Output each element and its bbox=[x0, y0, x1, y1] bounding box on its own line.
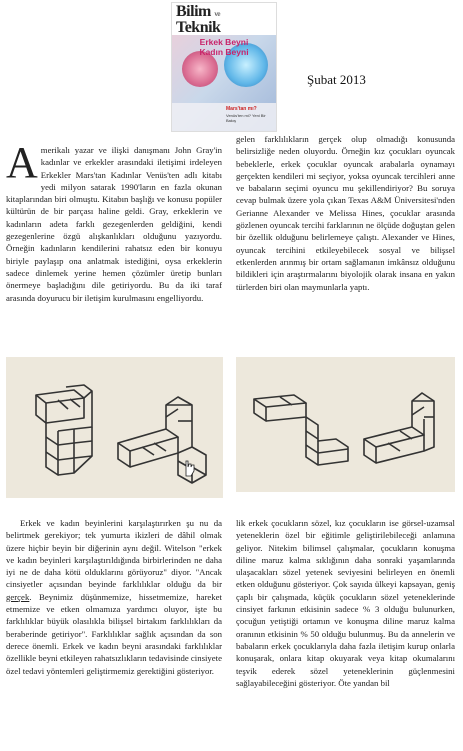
drop-cap: A bbox=[6, 138, 38, 187]
underlined-word: gerçek bbox=[6, 591, 30, 602]
mental-rotation-figure-right bbox=[236, 357, 455, 492]
cube-figures-left bbox=[6, 357, 223, 498]
column-2-text: gelen farklılıkların gerçek olup olmadığı konusunda belirsizliğe neden oluyordu. Örneğin kız çocukları oyuncak bebeklerle, erkek çocuklar oyuncak arabalarla oynamayı gerçekten kendileri mi seçiyor, yoksa oyuncak tercihleri anne ve babaların seçimi oyuncu mu şekillendiriyor? Bu soruya cevap bulmak üzere yola çıkan Texas A&M Üniversitesi'nden Gerianne Alexander ve Melissa Hines, çocuklar arasında gözlenen oyuncak tercihi farklarının ne ölçüde doğuştan gelen bir özellik olduğunu belirlemeye çalıştı. Alexander ve Hines, oyuncak tercihini etkileyebilecek sosyal ve bilişsel etkenlerden arınmış bir ortam sağlamanın imkânsız olduğunu bildikleri için araştırmalarını biyolojik olarak insana en yakın türlerden biri olan maymunlarla yaptı. bbox=[236, 134, 455, 292]
article-column-4 bbox=[236, 517, 455, 689]
cursor-hand-icon bbox=[186, 461, 194, 476]
cover-tagline: Mars'tan mı? bbox=[226, 106, 257, 112]
issue-date: Şubat 2013 bbox=[307, 72, 366, 87]
mental-rotation-figure-left bbox=[6, 357, 223, 498]
cover-subtitle: Venüs'ten mi? Yeni Bir Bakış bbox=[226, 113, 266, 123]
column-3-text-rest: . Beynimiz düşünmemize, hissetmemize, hareket etmemize ve etken olmamıza yardımcı oluyor, işte bu farklılıklar büyük olasılıkla bilişsel birtakım farklılıkları da beraberinde getiriyor". Farklılıklar sağlık açısından da son derece önemli. Erkek ve kadın beyni arasındaki farklılıklar özellikle beyni etkileyen rahatsızlıkların tedavisinde cinsiyete özel tedavi yöntemleri geliştirmemiz gerektiğini gösteriyor. bbox=[6, 591, 222, 676]
article-column-1 bbox=[6, 138, 222, 304]
article-column-3 bbox=[6, 517, 222, 677]
column-1-text: merikalı yazar ve ilişki danışmanı John Gray'in kadınlar ve erkekler arasındaki iletişimi irdeleyen Erkekler Mars'tan Kadınlar Venüs'ten adlı kitabı yedi milyon satarak 1990'ların en fazla okunan kitaplarından biri olmuştu. Kitabın başlığı ve konusu popüler kültürün de bir parçası haline geldi. Gray, erkeklerin ve kadınların adeta farklı gezegenlerden geldiğini, kendi gezegenlerine özgü alışkanlıkları olduğunu yazıyordu. Örneğin kadınların kendilerini rahatsız eden bir konuyu biriyle paylaşıp ona anlatmak istediğini, oysa erkeklerin sadece dinlemek yerine hemen çözümler üretip bunları önermeye başladığını dile getiriyordu. Bu da iki taraf arasında doyurucu bir iletişim kurulmasını engelliyordu. bbox=[6, 145, 222, 303]
column-3-text: Erkek ve kadın beyinlerini karşılaştırırken şu nu da belirtmek gerekiyor; tek yumurta ikizleri de dâhil olmak üzere hiçbir beyin bir diğerinin aynı değil. Witelson "erkek ve kadın beyinleri karşılaştırıldığında birbirlerinden ne daha iyi ne de daha kötü olduklarını görüyoruz" diyor. "Ancak cinsiyetler açısından beyinde farklılıklar olduğu da bir bbox=[6, 518, 222, 590]
magazine-cover bbox=[171, 2, 277, 132]
cube-figures-right bbox=[236, 357, 455, 492]
article-column-2 bbox=[236, 133, 455, 293]
cover-headline: Erkek Beyni Kadın Beyni bbox=[199, 37, 249, 57]
column-4-text: lik erkek çocukların sözel, kız çocukların ise görsel-uzamsal yeteneklerin özel bir eğitimle geliştirilebileceği anlamına geliyor. Nitekim bilimsel çalışmalar, çocukların konuşma diline maruz kalma sıklığının daha sonraki yaşamlarında ulaşacakları sözel yetenek seviyesini belirleyen en önemli etken olduğunu gösteriyor. Çok sayıda ülkeyi kapsayan, geniş çaplı bir çalışmada, küçük çocukların sözel yeteneklerinde cinsiyet farkının etkisinin sadece % 3 olduğu bulunurken, çocuğun yetiştiği ortamın ve konuşma diline maruz kalma oranının etkisinin % 50 olduğu bulunmuş. Bu da annelerin ve babaların erkek çocuklarıyla daha fazla iletişim kurup onlarla konuşarak, onlara kitap okuyarak veya kitap okumalarını teşvik ederek sözel yeteneklerinin güçlenmesini sağlayabileceğini gösteriyor. Öte yandan bil bbox=[236, 518, 455, 688]
magazine-masthead: Bilim ve Teknik bbox=[176, 3, 221, 36]
